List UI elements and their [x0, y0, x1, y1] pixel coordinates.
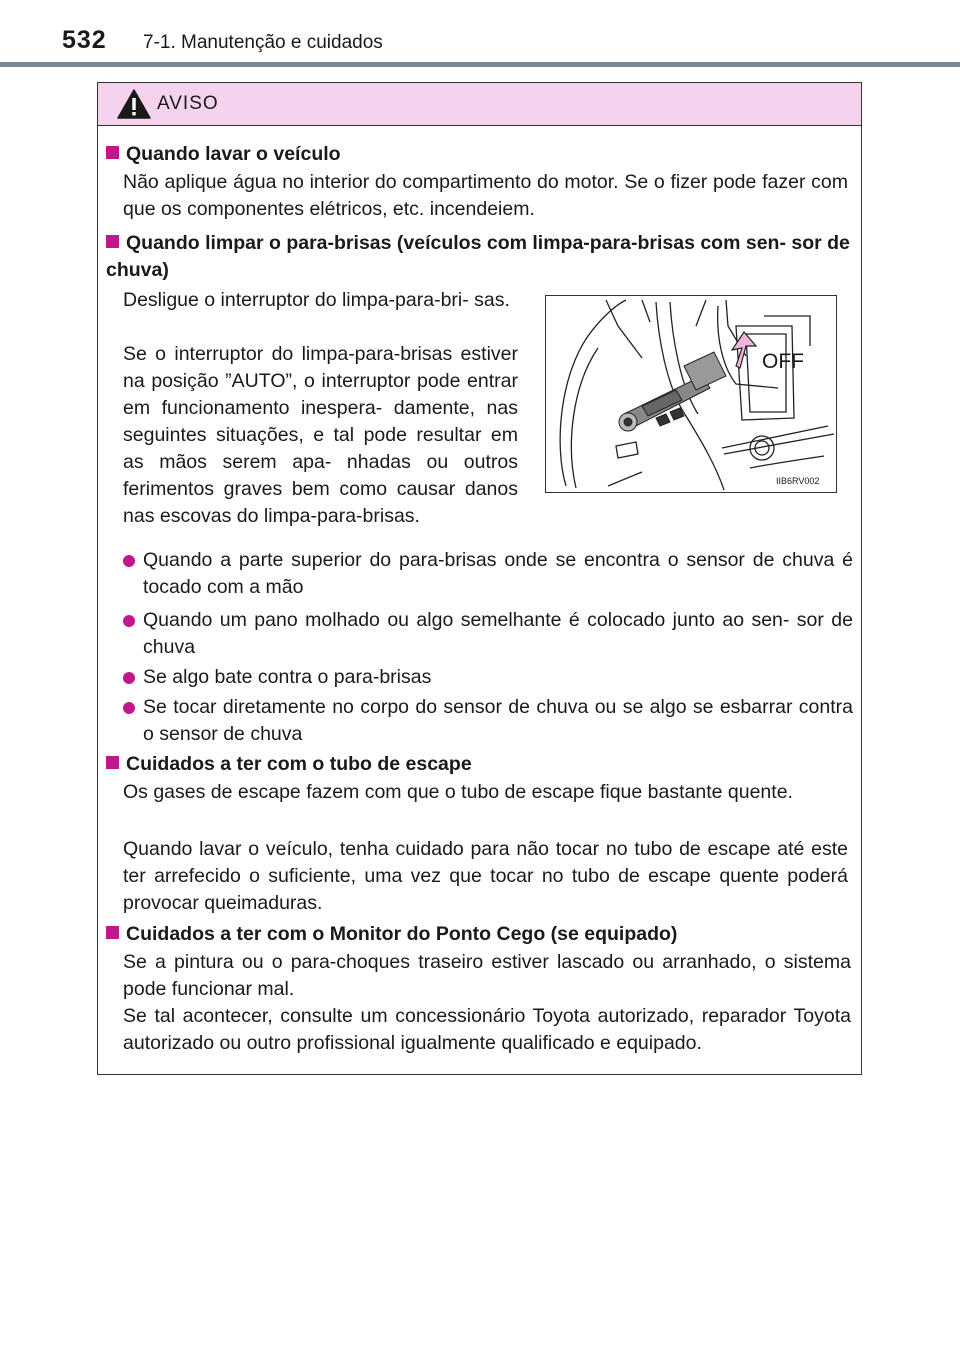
paragraph: Quando lavar o veículo, tenha cuidado para não tocar no tubo de escape até este ter arrefecido o suficiente, uma vez que tocar no tubo de escape quente poderá provocar queimaduras.: [123, 838, 848, 914]
round-bullet-icon: [123, 555, 135, 567]
round-bullet-icon: [123, 615, 135, 627]
figure-label-off: OFF: [762, 350, 804, 373]
paragraph: Os gases de escape fazem com que o tubo de escape fique bastante quente.: [123, 781, 793, 803]
page-header: [0, 0, 960, 64]
section-heading: Cuidados a ter com o tubo de escape: [106, 751, 854, 778]
bullet-item: Quando um pano molhado ou algo semelhante é colocado junto ao sen- sor de chuva: [123, 607, 853, 661]
square-bullet-icon: [106, 146, 119, 159]
wiper-switch-figure: [545, 295, 837, 493]
figure-code: IIB6RV002: [776, 476, 820, 486]
paragraph: Não aplique água no interior do compartimento do motor. Se o fizer pode fazer com que os componentes elétricos, etc. incendeiem.: [123, 171, 848, 220]
header-rule: [0, 62, 960, 67]
square-bullet-icon: [106, 235, 119, 248]
bullet-item: Se tocar diretamente no corpo do sensor de chuva ou se algo se esbarrar contra o sensor de chuva: [123, 694, 853, 748]
paragraph: Se o interruptor do limpa-para-brisas estiver na posição ”AUTO”, o interruptor pode entrar em funcionamento inespera- damente, nas seguintes situações, e tal pode resultar em as mãos serem apa- nhadas ou outros ferimentos graves bem como causar danos nas escovas do limpa-para-brisas.: [123, 343, 518, 527]
paragraph: Se a pintura ou o para-choques traseiro estiver lascado ou arranhado, o sistema pode funcionar mal.: [123, 951, 851, 1000]
section-heading: Quando limpar o para-brisas (veículos com limpa-para-brisas com sen- sor de chuva): [106, 232, 850, 281]
warning-header: [98, 83, 861, 126]
round-bullet-icon: [123, 672, 135, 684]
page-number: 532: [62, 26, 107, 54]
round-bullet-icon: [123, 702, 135, 714]
section-heading: Cuidados a ter com o Monitor do Ponto Cego (se equipado): [106, 921, 854, 948]
warning-title: AVISO: [157, 93, 219, 114]
square-bullet-icon: [106, 926, 119, 939]
paragraph: Desligue o interruptor do limpa-para-bri- sas.: [123, 289, 510, 311]
wiper-switch-illustration: [546, 296, 836, 492]
warning-box: [97, 82, 862, 1075]
bullet-item: Se algo bate contra o para-brisas: [123, 664, 853, 691]
bullet-item: Quando a parte superior do para-brisas onde se encontra o sensor de chuva é tocado com a mão: [123, 547, 853, 601]
section-heading: Quando lavar o veículo: [106, 141, 854, 168]
paragraph: Se tal acontecer, consulte um concessionário Toyota autorizado, reparador Toyota autorizado ou outro profissional igualmente qualificado e equipado.: [123, 1005, 851, 1054]
warning-triangle-icon: [117, 89, 151, 119]
section-title: 7-1. Manutenção e cuidados: [143, 32, 383, 53]
square-bullet-icon: [106, 756, 119, 769]
